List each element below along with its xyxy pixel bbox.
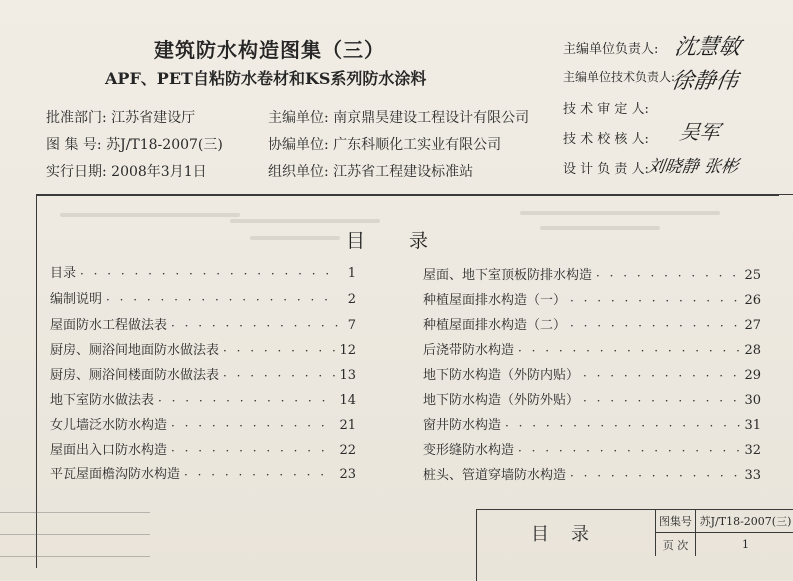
title-block [476,509,793,581]
resp-chief-unit-head: 主编单位负责人: [563,42,659,57]
page-label: 页 次 [656,533,696,556]
signature-chief-unit-head: 沈慧敏 [672,35,743,60]
toc-entry[interactable]: 种植屋面排水构造（二） · · · 27 [423,316,761,336]
toc-entry[interactable]: 窗井防水构造 · · · 31 [423,416,761,436]
resp-tech-checker: 技 术 校 核 人: [563,132,649,147]
meta-atlas-number: 图 集 号: 苏J/T18-2007(三) [46,137,223,153]
atlas-number-label: 图集号 [656,510,696,533]
toc-entry[interactable]: 厨房、厕浴间地面防水做法表 · · · 12 [50,341,356,361]
toc-entry[interactable]: 后浇带防水构造 · · · 28 [423,341,761,361]
toc-heading: 目录 [346,230,473,252]
meta-organizer: 组织单位: 江苏省工程建设标准站 [268,164,474,180]
title-block-name: 目录 [531,524,611,545]
signature-chief-tech-head: 徐静伟 [669,69,740,94]
toc-entry[interactable]: 女儿墙泛水防水构造 · · · 21 [50,416,356,436]
bleed-through-mark [520,211,720,215]
bleed-through-mark [250,236,340,240]
title-block-grid [655,510,793,556]
atlas-title: 建筑防水构造图集（三） [154,38,385,62]
meta-chief-unit: 主编单位: 南京鼎昊建设工程设计有限公司 [268,110,530,126]
meta-effective-date: 实行日期: 2008年3月1日 [46,164,207,180]
toc-entry[interactable]: 屋面、地下室顶板防排水构造 · · · 25 [423,266,761,286]
toc-entry[interactable]: 平瓦屋面檐沟防水构造 · · · 23 [50,465,356,485]
resp-chief-tech-head: 主编单位技术负责人: [563,70,676,84]
toc-entry[interactable]: 厨房、厕浴间楼面防水做法表 · · · 13 [50,366,356,386]
toc-entry[interactable]: 屋面出入口防水构造 · · · 22 [50,441,356,461]
bleed-through-mark [60,213,240,217]
bleed-through-mark [230,219,380,223]
toc-entry[interactable]: 屋面防水工程做法表 · · · 7 [50,316,356,336]
toc-entry[interactable]: 变形缝防水构造 · · · 32 [423,441,761,461]
meta-co-unit: 协编单位: 广东科顺化工实业有限公司 [268,137,502,153]
signature-design-lead: 刘晓静 张彬 [646,157,740,177]
toc-entry[interactable]: 地下室防水做法表 · · · 14 [50,391,356,411]
bleed-through-mark [540,226,660,230]
toc-entry[interactable]: 地下防水构造（外防外贴） · · · 30 [423,391,761,411]
toc-entry[interactable]: 桩头、管道穿墙防水构造 · · · 33 [423,466,761,486]
toc-entry[interactable]: 地下防水构造（外防内贴） · · · 29 [423,366,761,386]
toc-entry[interactable]: 目录 · · · 1 [50,264,356,284]
resp-tech-approver: 技 术 审 定 人: [563,102,649,117]
atlas-number-value: 苏J/T18-2007(三) [696,510,793,533]
page-value: 1 [742,538,749,551]
toc-entry[interactable]: 种植屋面排水构造（一） · · · 26 [423,291,761,311]
bleed-through-titleblock [0,512,150,580]
meta-approval: 批准部门: 江苏省建设厅 [46,110,196,126]
toc-entry[interactable]: 编制说明 · · · 2 [50,290,356,310]
resp-design-lead: 设 计 负 责 人: [563,162,649,177]
atlas-subtitle: APF、PET自粘防水卷材和KS系列防水涂料 [105,69,427,88]
signature-tech-checker: 吴军 [678,120,722,144]
